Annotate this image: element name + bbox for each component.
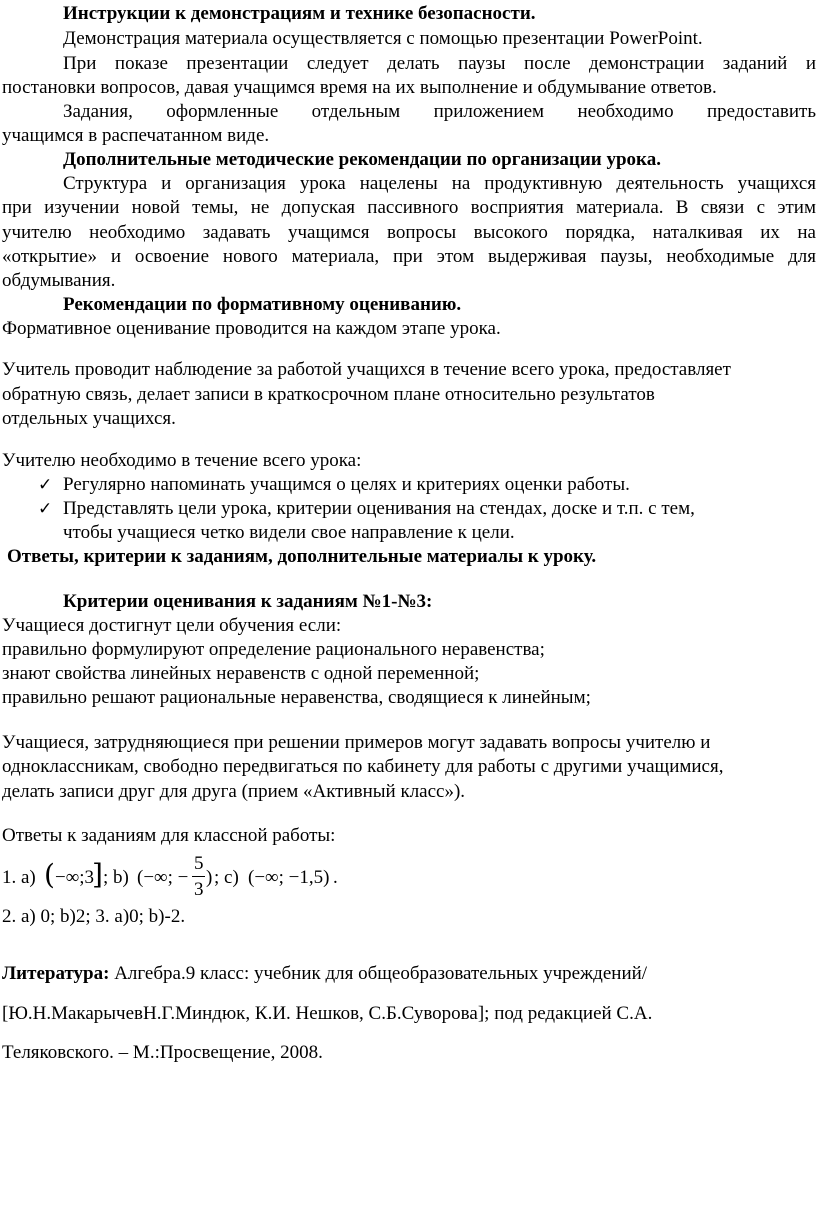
answer-label: ; b) (103, 867, 129, 888)
paragraph-line: одноклассникам, свободно передвигаться по кабинету для работы с другими учащимися, (2, 756, 724, 777)
fraction-numerator: 5 (194, 853, 204, 874)
paragraph-line: постановки вопросов, давая учащимся время на их выполнение и обдумывание ответов. (2, 77, 717, 98)
paren-close: ) (206, 867, 213, 888)
literature-line: [Ю.Н.МакарычевН.Г.Миндюк, К.И. Нешков, С.Б.Суворова]; под редакцией С.А. (2, 1003, 653, 1024)
heading-answers-criteria: Ответы, критерии к заданиям, дополнительные материалы к уроку. (7, 546, 597, 567)
paragraph-line: Учитель проводит наблюдение за работой учащихся в течение всего урока, предоставляет (2, 359, 731, 380)
bullet-item: Регулярно напоминать учащимся о целях и критериях оценки работы. (63, 474, 630, 495)
answer-label: ; c) (214, 867, 239, 888)
literature-text: Алгебра.9 класс: учебник для общеобразовательных учреждений/ (109, 963, 648, 984)
bracket-close: ] (92, 858, 103, 891)
literature-line (2, 962, 647, 986)
paragraph-line: Задания, оформленные отдельным приложением необходимо предоставить (63, 101, 816, 122)
fraction-bar (192, 876, 205, 877)
heading-grading-criteria: Критерии оценивания к заданиям №1-№3: (63, 591, 433, 612)
paragraph-line: «открытие» и освоение нового материала, при этом выдерживая паузы, необходимые для (2, 246, 816, 267)
paragraph-line: При показе презентации следует делать паузы после демонстрации заданий и (63, 53, 816, 74)
literature-label: Литература: (2, 963, 110, 984)
paragraph-line: учащимся в распечатанном виде. (2, 125, 270, 146)
answer-interval-b: (−∞; − (137, 867, 189, 888)
paragraph-line: обдумывания. (2, 270, 116, 291)
heading-formative-assessment: Рекомендации по формативному оцениванию. (63, 294, 462, 315)
paragraph-line: правильно формулируют определение рационального неравенства; (2, 639, 545, 660)
paragraph-line: Формативное оценивание проводится на каждом этапе урока. (2, 318, 501, 339)
heading-methodical-recommendations: Дополнительные методические рекомендации по организации урока. (63, 149, 661, 170)
heading-instructions: Инструкции к демонстрациям и технике безопасности. (63, 3, 536, 24)
paragraph-line: Учителю необходимо в течение всего урока: (2, 450, 362, 471)
checkmark-icon: ✓ (38, 475, 53, 495)
answer-label: 1. a) (2, 867, 36, 888)
paragraph-line: отдельных учащихся. (2, 408, 176, 429)
paragraph-line: учителю необходимо задавать учащимся вопросы высокого порядка, наталкивая их на (2, 222, 816, 243)
paragraph-line: Структура и организация урока нацелены на продуктивную деятельность учащихся (63, 173, 816, 194)
period: . (333, 867, 338, 888)
paren-open: ( (44, 858, 55, 891)
paragraph-line: делать записи друг для друга (прием «Активный класс»). (2, 781, 466, 802)
bullet-item-continuation: чтобы учащиеся четко видели свое направление к цели. (63, 522, 515, 543)
paragraph-line: при изучении новой темы, не допуская пассивного восприятия материала. В связи с этим (2, 197, 816, 218)
fraction-denominator: 3 (194, 879, 204, 900)
bullet-item: Представлять цели урока, критерии оценивания на стендах, доске и т.п. с тем, (63, 498, 695, 519)
checkmark-icon: ✓ (38, 499, 53, 519)
paragraph-line: Демонстрация материала осуществляется с помощью презентации PowerPoint. (63, 28, 703, 49)
answers-title: Ответы к заданиям для классной работы: (2, 825, 336, 846)
answer-interval-c: (−∞; −1,5) (248, 867, 330, 888)
literature-line: Теляковского. – М.:Просвещение, 2008. (2, 1042, 323, 1063)
answer-interval-a: −∞;3 (55, 867, 95, 888)
paragraph-line: Учащиеся, затрудняющиеся при решении примеров могут задавать вопросы учителю и (2, 732, 711, 753)
paragraph-line: обратную связь, делает записи в краткосрочном плане относительно результатов (2, 384, 655, 405)
answer-line-2: 2. a) 0; b)2; 3. a)0; b)-2. (2, 906, 186, 927)
paragraph-line: правильно решают рациональные неравенства, сводящиеся к линейным; (2, 687, 591, 708)
paragraph-line: Учащиеся достигнут цели обучения если: (2, 615, 342, 636)
paragraph-line: знают свойства линейных неравенств с одной переменной; (2, 663, 480, 684)
